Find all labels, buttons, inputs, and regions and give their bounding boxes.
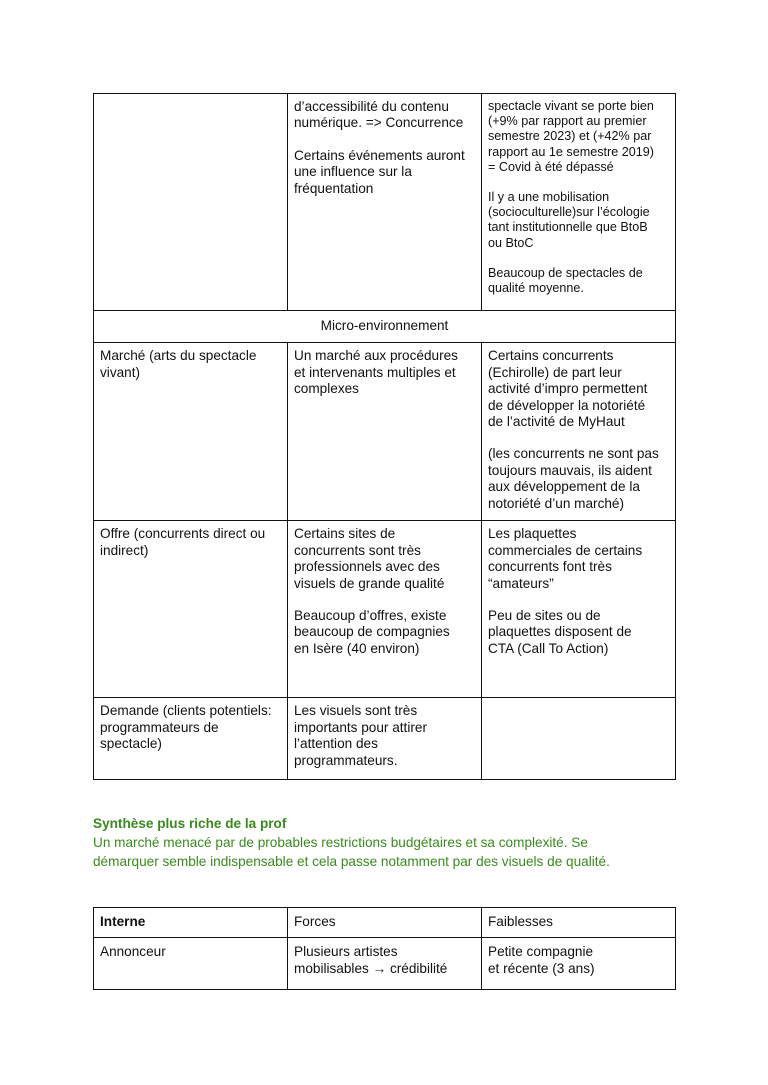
table-cell [288,94,482,311]
section-header: Micro-environnement [94,311,676,343]
header-faiblesses: Faiblesses [482,908,676,938]
table-cell [482,343,676,521]
table-cell [482,521,676,698]
swot-table [93,907,676,990]
row-label [94,698,288,780]
table-row [94,521,676,698]
row-label-text: Annonceur [100,944,166,960]
environment-analysis-table [93,93,676,780]
table-cell-empty [482,698,676,780]
cell-paragraph: Les plaquettes commerciales de certains concurrents font très “amateurs” [488,526,643,591]
table-cell [288,698,482,780]
cell-paragraph: d’accessibilité du contenu numérique. => Concurrence [294,99,464,131]
cell-paragraph: Certains sites de concurrents sont très professionnels avec des visuels de grande qualité [294,526,445,591]
row-label [94,521,288,698]
table-cell [288,521,482,698]
table-row [94,343,676,521]
cell-paragraph: Certains événements auront une influence sur la fréquentation [294,147,465,196]
table-cell [288,343,482,521]
table-row [94,938,676,990]
table-cell [482,938,676,990]
table-row [94,698,676,780]
cell-paragraph: Plusieurs artistes mobilisables → crédibilité [294,944,448,976]
cell-paragraph: Les visuels sont très importants pour attirer l’attention des programmateurs. [294,703,427,768]
header-forces: Forces [288,908,482,938]
cell-paragraph: Petite compagnie et récente (3 ans) [488,944,595,976]
cell-paragraph: Il y a une mobilisation (socioculturelle)sur l’écologie tant institutionnelle que BtoB ou BtoC [488,190,650,250]
cell-paragraph: Un marché aux procédures et intervenants multiples et complexes [294,348,458,397]
cell-paragraph: (les concurrents ne sont pas toujours mauvais, ils aident aux développement de la notoriété d’un marché) [488,446,659,511]
synthesis-block [93,814,693,871]
synthesis-title: Synthèse plus riche de la prof [93,816,287,831]
row-label-text: Offre (concurrents direct ou indirect) [100,526,266,558]
row-label-text: Marché (arts du spectacle vivant) [100,348,257,380]
synthesis-text: Un marché menacé par de probables restrictions budgétaires et sa complexité. Se démarquer semble indispensable et cela passe notamment par des visuels de qualité. [93,835,610,869]
row-label-text: Demande (clients potentiels: programmateurs de spectacle) [100,703,272,752]
table-row [94,94,676,311]
header-interne: Interne [94,908,288,938]
table-cell [482,94,676,311]
section-header-row [94,311,676,343]
table-cell-empty [94,94,288,311]
cell-paragraph: Beaucoup d’offres, existe beaucoup de compagnies en Isère (40 environ) [294,608,450,656]
cell-paragraph: Certains concurrents (Echirolle) de part leur activité d’impro permettent de développer la notoriété de l’activité de MyHaut [488,348,648,430]
cell-paragraph: spectacle vivant se porte bien (+9% par rapport au premier semestre 2023) et (+42% par rapport au 1e semestre 2019) = Covid à été dépassé [488,99,654,174]
row-label [94,343,288,521]
cell-paragraph: Peu de sites ou de plaquettes disposent de CTA (Call To Action) [488,608,632,656]
row-label [94,938,288,990]
table-header-row [94,908,676,938]
table-cell [288,938,482,990]
cell-paragraph: Beaucoup de spectacles de qualité moyenne. [488,265,643,296]
